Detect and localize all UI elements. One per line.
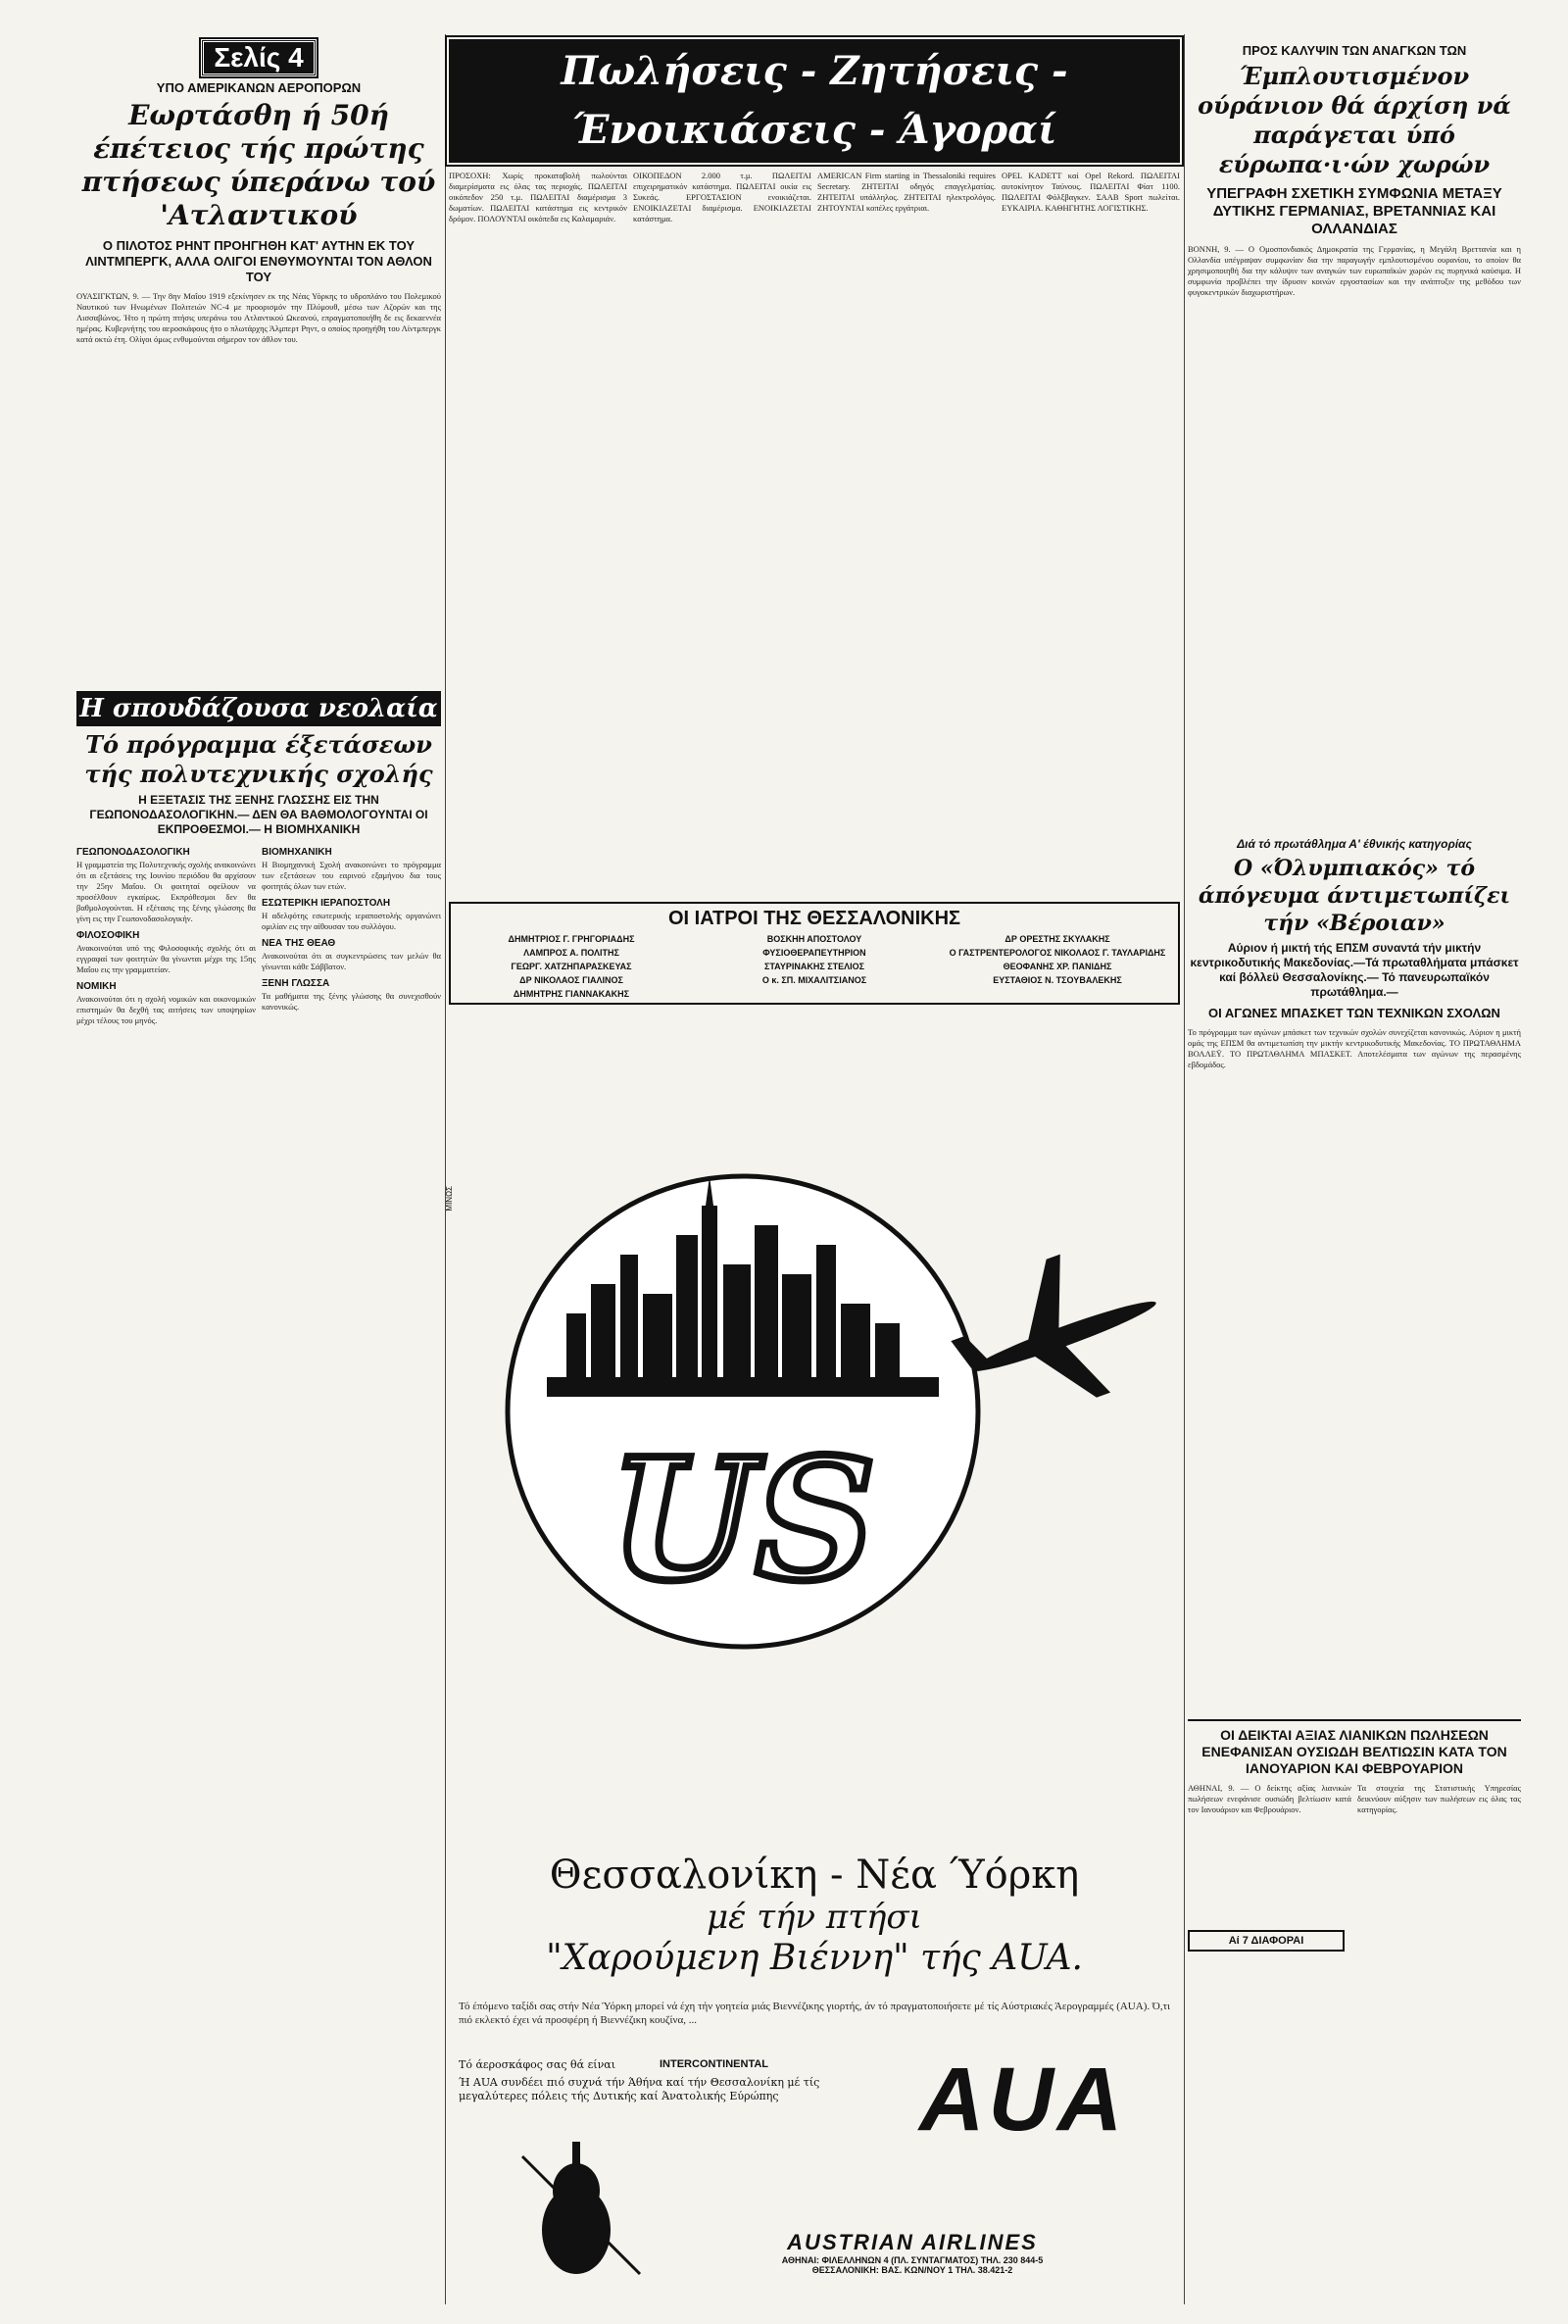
classifieds-banner: Πωλήσεις - Ζητήσεις - Ένοικιάσεις - Άγοραί (449, 39, 1180, 163)
doctor-entry: ΔΡ ΝΙΚΟΛΑΟΣ ΓΙΑΛΙΝΟΣ (519, 975, 623, 985)
right-column (1188, 39, 1521, 1952)
doctor-entry: ΕΥΣΤΑΘΙΟΣ Ν. ΤΣΟΥΒΑΛΕΚΗΣ (993, 975, 1122, 985)
article-subhead: ΥΠΕΓΡΑΦΗ ΣΧΕΤΙΚΗ ΣΥΜΦΩΝΙΑ ΜΕΤΑΞΥ ΔΥΤΙΚΗΣ ΓΕΡΜΑΝΙΑΣ, ΒΡΕΤΑΝΝΙΑΣ ΚΑΙ ΟΛΛΑΝΔΙΑΣ (1206, 185, 1502, 237)
doctor-entry: ΔΡ ΟΡΕΣΤΗΣ ΣΚΥΛΑΚΗΣ (1004, 934, 1110, 944)
index-body: Τα στοιχεία της Στατιστικής Υπηρεσίας δεικνύουν αύξησιν των πωλήσεων εις όλας τας κατηγορίας. (1357, 1783, 1521, 1814)
ad-aircraft-line: Τό άεροσκάφος σας θά είναι (459, 2058, 616, 2071)
ad-address-thessaloniki: ΘΕΣΣΑΛΟΝΙΚΗ: ΒΑΣ. ΚΩΝ/ΝΟΥ 1 ΤΗΛ. 38.421-2 (811, 2265, 1013, 2275)
aua-logo: AUA (919, 2050, 1127, 2150)
column-rule (445, 34, 446, 2304)
sport-lead: Αύριον ή μικτή τής ΕΠΣΜ συναντά τήν μικτήν κεντρικοδυτικής Μακεδονίας.—Τά πρωταθλήματα μπάσκετ καί βόλλεϋ Θεσσαλονίκης.— Τό πανευρωπαϊκόν πρωτάθλημα.— (1190, 941, 1519, 999)
classifieds-column (449, 39, 1180, 1005)
doctor-entry: ΣΤΑΥΡΙΝΑΚΗΣ ΣΤΕΛΙΟΣ (763, 962, 865, 971)
article-body: ΟΥΑΣΙΓΚΤΩΝ, 9. — Την 8ην Μαΐου 1919 εξεκίνησεν εκ της Νέας Υόρκης το υδροπλάνο του Πολεμικού Ναυτικού των Ηνωμένων Πολιτειών NC-4 με προορισμόν την Πλύμουθ, μέσω των Αζορών και της Λισσαβώνος. Ήτο η πρώτη πτήσις υπεράνω του Ατλαντικού Ωκεανού, επραγματοποιήθη δε εις δεκαεννέα ημέρας. Κυβερνήτης του αεροσκάφους ήτο ο πλωτάρχης Άλμπερτ Ρηντ, ο οποίος προηγήθη του Λίντμπεργκ κατά οκτώ έτη. Ολίγοι όμως ενθυμούνται σήμερον τον άθλον του. (76, 291, 441, 344)
subsection-body: Ανακοινούται ότι αι συγκεντρώσεις των μελών θα γίνωνται κάθε Σάββατον. (262, 951, 441, 971)
sport-kicker: Διά τό πρωτάθλημα Α' έθνικής κατηγορίας (1237, 837, 1472, 851)
subsection-body: Η αδελφότης εσωτερικής ιεραποστολής οργανώνει ομιλίαν εις την αίθουσαν του συλλόγου. (262, 911, 441, 931)
doctor-entry: ΓΕΩΡΓ. ΧΑΤΖΗΠΑΡΑΣΚΕΥΑΣ (511, 962, 632, 971)
doctor-entry: ΔΗΜΗΤΡΗΣ ΓΙΑΝΝΑΚΑΚΗΣ (513, 989, 630, 999)
article-kicker: ΠΡΟΣ ΚΑΛΥΨΙΝ ΤΩΝ ΑΝΑΓΚΩΝ ΤΩΝ (1242, 43, 1467, 58)
article-headline: Έμπλουτισμένον ούράνιον θά άρχίση νά παράγεται ύπό εύρωπα·ι·ών χωρών (1198, 62, 1511, 178)
classified-ads-grid: ΠΡΟΣΟΧΗ: Χωρίς προκαταβολή πωλούνται διαμερίσματα εις όλας τας περιοχάς. ΠΩΛΕΙΤΑΙ οικόπεδον 250 τ.μ. ΠΩΛΕΙΤΑΙ διαμέρισμα 3 δωματίων. ΠΩΛΕΙΤΑΙ κατάστημα εις κεντρικόν δρόμον. ΠΟΛΟΥΝΤΑΙ οικόπεδα εις Καλαμαριάν. ΟΙΚΟΠΕΔΟΝ 2.000 τ.μ. ΠΩΛΕΙΤΑΙ επιχειρηματικόν κατάστημα. ΠΩΛΕΙΤΑΙ οικία εις Συκεάς. ΕΡΓΟΣΤΑΣΙΟΝ ενοικιάζεται. ΕΝΟΙΚΙΑΖΕΤΑΙ διαμέρισμα. ΕΝΟΙΚΙΑΖΕΤΑΙ κατάστημα. AMERICAN Firm starting in Thessaloniki requires Secretary. ΖΗΤΕΙΤΑΙ οδηγός επαγγελματίας. ΖΗΤΕΙΤΑΙ υπάλληλος. ΖΗΤΕΙΤΑΙ ηλεκτρολόγος. ΖΗΤΟΥΝΤΑΙ κοπέλες εργάτριαι. OPEL KADETT καί Opel Rekord. ΠΩΛΕΙΤΑΙ αυτοκίνητον Ταύνους. ΠΩΛΕΙΤΑΙ Φίατ 1100. ΠΩΛΕΙΤΑΙ Φόλξβαγκεν. ΣΑΑΒ Sport πωλείται. ΕΥΚΑΙΡΙΑ. ΚΑΘΗΓΗΤΗΣ ΛΟΓΙΣΤΙΚΗΣ. (449, 171, 1180, 223)
doctors-directory (449, 902, 1180, 1005)
article-subhead: Ο ΠΙΛΟΤΟΣ ΡΗΝΤ ΠΡΟΗΓΗΘΗ ΚΑΤ' ΑΥΤΗΝ ΕΚ ΤΟΥ ΛΙΝΤΜΠΕΡΓΚ, ΑΛΛΑ ΟΛΙΓΟΙ ΕΝΘΥΜΟΥΝΤΑΙ ΤΟΝ ΑΘΛΟΝ ΤΟΥ (85, 238, 432, 284)
subsection-body: Η γραμματεία της Πολυτεχνικής σχολής ανακοινώνει ότι αι εξετάσεις της Ιουνίου περιόδου θα αρχίσουν την 25ην Μαΐου. Οι φοιτηταί οφείλουν να προσέλθουν εγκαίρως. Εκπρόθεσμοι δεν θα βαθμολογούνται. Η εξέτασις της ξένης γλώσσης θα γίνη εις την Γεωπονοδασολογικήν. (76, 860, 256, 923)
subsection-title: ΕΣΩΤΕΡΙΚΗ ΙΕΡΑΠΟΣΤΟΛΗ (262, 898, 391, 909)
boxed-note-title: Αί 7 ΔΙΑΦΟΡΑΙ (1228, 1935, 1304, 1947)
doctor-entry: ΘΕΟΦΑΝΗΣ ΧΡ. ΠΑΝΙΔΗΣ (1003, 962, 1112, 971)
ad-intercontinental: INTERCONTINENTAL (660, 2058, 769, 2070)
subsection-body: Η Βιομηχανική Σχολή ανακοινώνει το πρόγραμμα των εξετάσεων του εαρινού εξαμήνου δια τους φοιτητάς όλων των ετών. (262, 860, 441, 891)
column-rule (1184, 34, 1185, 2304)
doctor-entry: ΦΥΣΙΟΘΕΡΑΠΕΥΤΗΡΙΟΝ (762, 948, 866, 958)
subsection-title: ΒΙΟΜΗΧΑΝΙΚΗ (262, 847, 332, 858)
section-headline: Τό πρόγραμμα έξετάσεων τής πολυτεχνικής σχολής (84, 730, 433, 788)
ad-logo-script: US (610, 1422, 876, 1618)
subsection-body: Τα μαθήματα της ξένης γλώσσης θα συνεχισθούν κανονικώς. (262, 991, 441, 1012)
airline-name: AUSTRIAN AIRLINES (787, 2230, 1038, 2254)
ad-network-line: Ή AUA συνδέει πιό συχνά τήν Άθήνα καί τήν Θεσσαλονίκη μέ τίς μεγαλύτερες πόλεις τής Δυτικής καί Άνατολικής Εύρώπης (459, 2076, 820, 2102)
sport-headline: Ο «Όλυμπιακός» τό άπόγευμα άντιμετωπίζει τήν «Βέροιαν» (1198, 856, 1511, 936)
article-body: ΒΟΝΝΗ, 9. — Ο Ομοσπονδιακός Δημοκρατία της Γερμανίας, η Μεγάλη Βρεττανία και η Ολλανδία υπέγραψαν συμφωνίαν δια την παραγωγήν εμπλουτισμένου ουρανίου, το οποίον θα χρησιμοποιηθή δια την κάλυψιν των αναγκών των ευρωπαϊκών χωρών εις πυρηνικά καύσιμα. Η συμφωνία προβλέπει την ίδρυσιν κοινών εργοστασίων και την ανάπτυξιν της μεθόδου των φυγοκεντρικών διαχωριστήρων. (1188, 244, 1521, 297)
doctor-entry: ΛΑΜΠΡΟΣ Α. ΠΟΛΙΤΗΣ (523, 948, 619, 958)
subsection-body: Ανακοινούται υπό της Φιλοσοφικής σχολής ότι αι εγγραφαί των φοιτητών θα γίνωνται μέχρι της 15ης Μαΐου εις την γραμματείαν. (76, 943, 256, 974)
boxed-note (1188, 1930, 1345, 1952)
ad-body: Τό έπόμενο ταξίδι σας στήν Νέα Ύόρκη μπορεί νά έχη τήν γοητεία μιάς Βιεννέζικης γιορτής, άν τό πραγματοποιήσετε μέ τίς Αύστριακές Άερογραμμές (AUA). Ό,τι πιό εκλεκτό έχει νά προσφέρη ή Βιεννέζικη κουζίνα, ... (459, 2001, 1170, 2026)
page-number-badge: Σελίς 4 (201, 39, 316, 76)
ad-headline-2: μέ τήν πτήσι (707, 1898, 922, 1937)
ad-illustration (449, 1166, 1180, 1813)
ad-side-label: ΜΙΝΩΣ (445, 1186, 454, 1211)
section-banner: Η σπουδάζουσα νεολαία (76, 691, 441, 726)
subsection-title: ΓΕΩΠΟΝΟΔΑΣΟΛΟΓΙΚΗ (76, 847, 190, 858)
ad-headline: Θεσσαλονίκη - Νέα Ύόρκη (549, 1853, 1080, 1898)
violin-icon (503, 2137, 650, 2284)
section-subhead: Η ΕΞΕΤΑΣΙΣ ΤΗΣ ΞΕΝΗΣ ΓΛΩΣΣΗΣ ΕΙΣ ΤΗΝ ΓΕΩΠΟΝΟΔΑΣΟΛΟΓΙΚΗΝ.— ΔΕΝ ΘΑ ΒΑΘΜΟΛΟΓΟΥΝΤΑΙ ΟΙ ΕΚΠΡΟΘΕΣΜΟΙ.— Η ΒΙΟΜΗΧΑΝΙΚΗ (89, 793, 428, 836)
sport-body: Το πρόγραμμα των αγώνων μπάσκετ των τεχνικών σχολών συνεχίζεται κανονικώς. Αύριον η μικτή ομάς της ΕΠΣΜ θα αντιμετωπίση την μικτήν κεντρικοδυτικής Μακεδονίας. ΤΟ ΠΡΩΤΑΘΛΗΜΑ ΒΟΛΛΕΫ. ΤΟ ΠΡΩΤΑΘΛΗΜΑ ΜΠΑΣΚΕΤ. Αποτελέσματα των αγώνων της περασμένης εβδομάδος. (1188, 1027, 1521, 1069)
subsection-title: ΝΕΑ ΤΗΣ ΘΕΑΘ (262, 938, 336, 949)
aua-advertisement (445, 1166, 1180, 2313)
basket-headline: ΟΙ ΑΓΩΝΕΣ ΜΠΑΣΚΕΤ ΤΩΝ ΤΕΧΝΙΚΩΝ ΣΧΟΛΩΝ (1208, 1006, 1500, 1020)
doctor-entry: Ο κ. ΣΠ. ΜΙΧΑΛΙΤΣΙΑΝΟΣ (761, 975, 867, 985)
doctor-entry: ΔΗΜΗΤΡΙΟΣ Γ. ΓΡΗΓΟΡΙΑΔΗΣ (508, 934, 635, 944)
ad-address-athens: ΑΘΗΝΑΙ: ΦΙΛΕΛΛΗΝΩΝ 4 (ΠΛ. ΣΥΝΤΑΓΜΑΤΟΣ) ΤΗΛ. 230 844-5 (781, 2255, 1044, 2265)
index-body: ΑΘΗΝΑΙ, 9. — Ο δείκτης αξίας λιανικών πωλήσεων ενεφάνισε ουσιώδη βελτίωσιν κατά τον Ιανουάριον και Φεβρουάριον. (1188, 1783, 1351, 1814)
doctor-entry: Ο ΓΑΣΤΡΕΝΤΕΡΟΛΟΓΟΣ ΝΙΚΟΛΑΟΣ Γ. ΤΑΥΛΑΡΙΔΗΣ (949, 948, 1166, 958)
subsection-body: Ανακοινούται ότι η σχολή νομικών και οικονομικών επιστημών θα δεχθή τας αιτήσεις των υποψηφίων μέχρι τέλους του μηνός. (76, 994, 256, 1025)
article-kicker: ΥΠΟ ΑΜΕΡΙΚΑΝΩΝ ΑΕΡΟΠΟΡΩΝ (156, 80, 362, 95)
article-headline: Εωρτάσθη ή 50ή έπέτειος τής πρώτης πτήσεως ύπεράνω τού 'Ατλαντικού (81, 99, 436, 231)
left-column (76, 39, 441, 2145)
doctor-entry: ΒΟΣΚΗΗ ΑΠΟΣΤΟΛΟΥ (766, 934, 862, 944)
subsection-title: ΦΙΛΟΣΟΦΙΚΗ (76, 930, 140, 941)
index-headline: ΟΙ ΔΕΙΚΤΑΙ ΑΞΙΑΣ ΛΙΑΝΙΚΩΝ ΠΩΛΗΣΕΩΝ ΕΝΕΦΑΝΙΣΑΝ ΟΥΣΙΩΔΗ ΒΕΛΤΙΩΣΙΝ ΚΑΤΑ ΤΟΝ ΙΑΝΟΥΑΡΙΟΝ ΚΑΙ ΦΕΒΡΟΥΑΡΙΟΝ (1188, 1719, 1521, 1777)
subsection-title: ΞΕΝΗ ΓΛΩΣΣΑ (262, 978, 330, 989)
subsection-title: ΝΟΜΙΚΗ (76, 981, 117, 992)
doctors-title: ΟΙ ΙΑΤΡΟΙ ΤΗΣ ΘΕΣΣΑΛΟΝΙΚΗΣ (667, 908, 961, 929)
ad-headline-3: "Χαρούμενη Βιέννη" τής AUA. (546, 1938, 1083, 1978)
